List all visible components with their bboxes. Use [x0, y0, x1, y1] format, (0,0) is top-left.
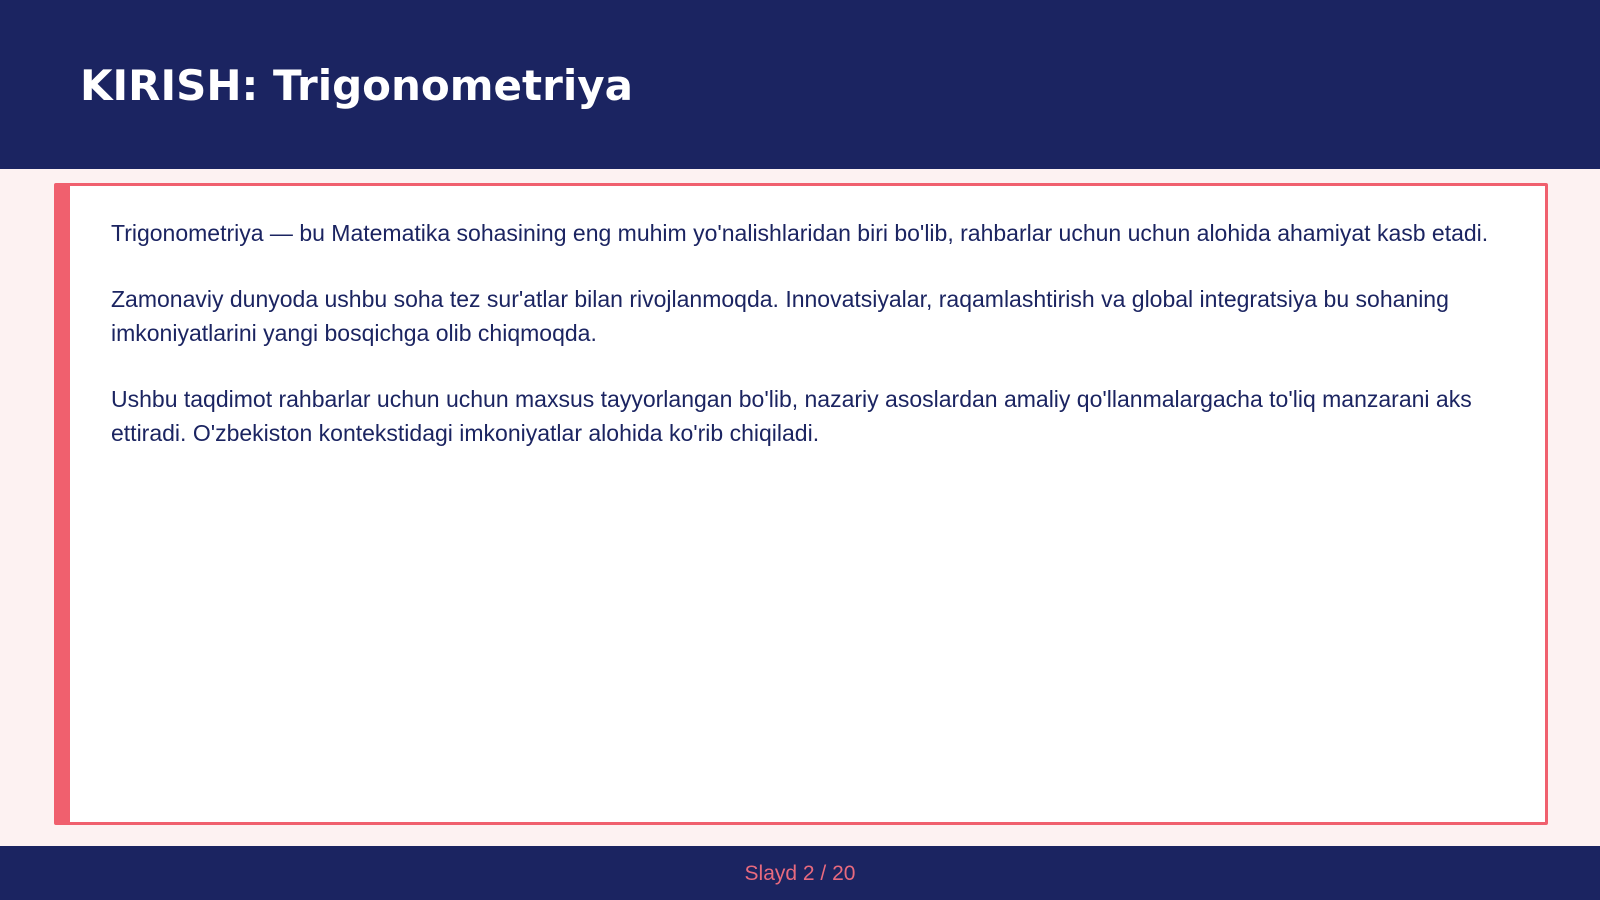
paragraph-presentation-purpose: Ushbu taqdimot rahbarlar uchun uchun maxsus tayyorlangan bo'lib, nazariy asoslardan amaliy qo'llanmalargacha to'liq manzarani aks ettiradi. O'zbekiston kontekstidagi imkoniyatlar alohida ko'rib chiqiladi.: [111, 386, 1472, 446]
slide-footer: [0, 846, 1600, 900]
paragraph-modern-world: Zamonaviy dunyoda ushbu soha tez sur'atlar bilan rivojlanmoqda. Innovatsiyalar, raqamlashtirish va global integratsiya bu sohaning imkoniyatlarini yangi bosqichga olib chiqmoqda.: [111, 286, 1449, 346]
slide-header: [0, 0, 1600, 169]
slide-title: KIRISH: Trigonometriya: [80, 61, 633, 110]
content-box: [54, 183, 1548, 825]
slide-counter: Slayd 2 / 20: [744, 862, 856, 885]
paragraph-intro: Trigonometriya — bu Matematika sohasining eng muhim yo'nalishlaridan biri bo'lib, rahbarlar uchun uchun alohida ahamiyat kasb etadi.: [111, 220, 1489, 246]
